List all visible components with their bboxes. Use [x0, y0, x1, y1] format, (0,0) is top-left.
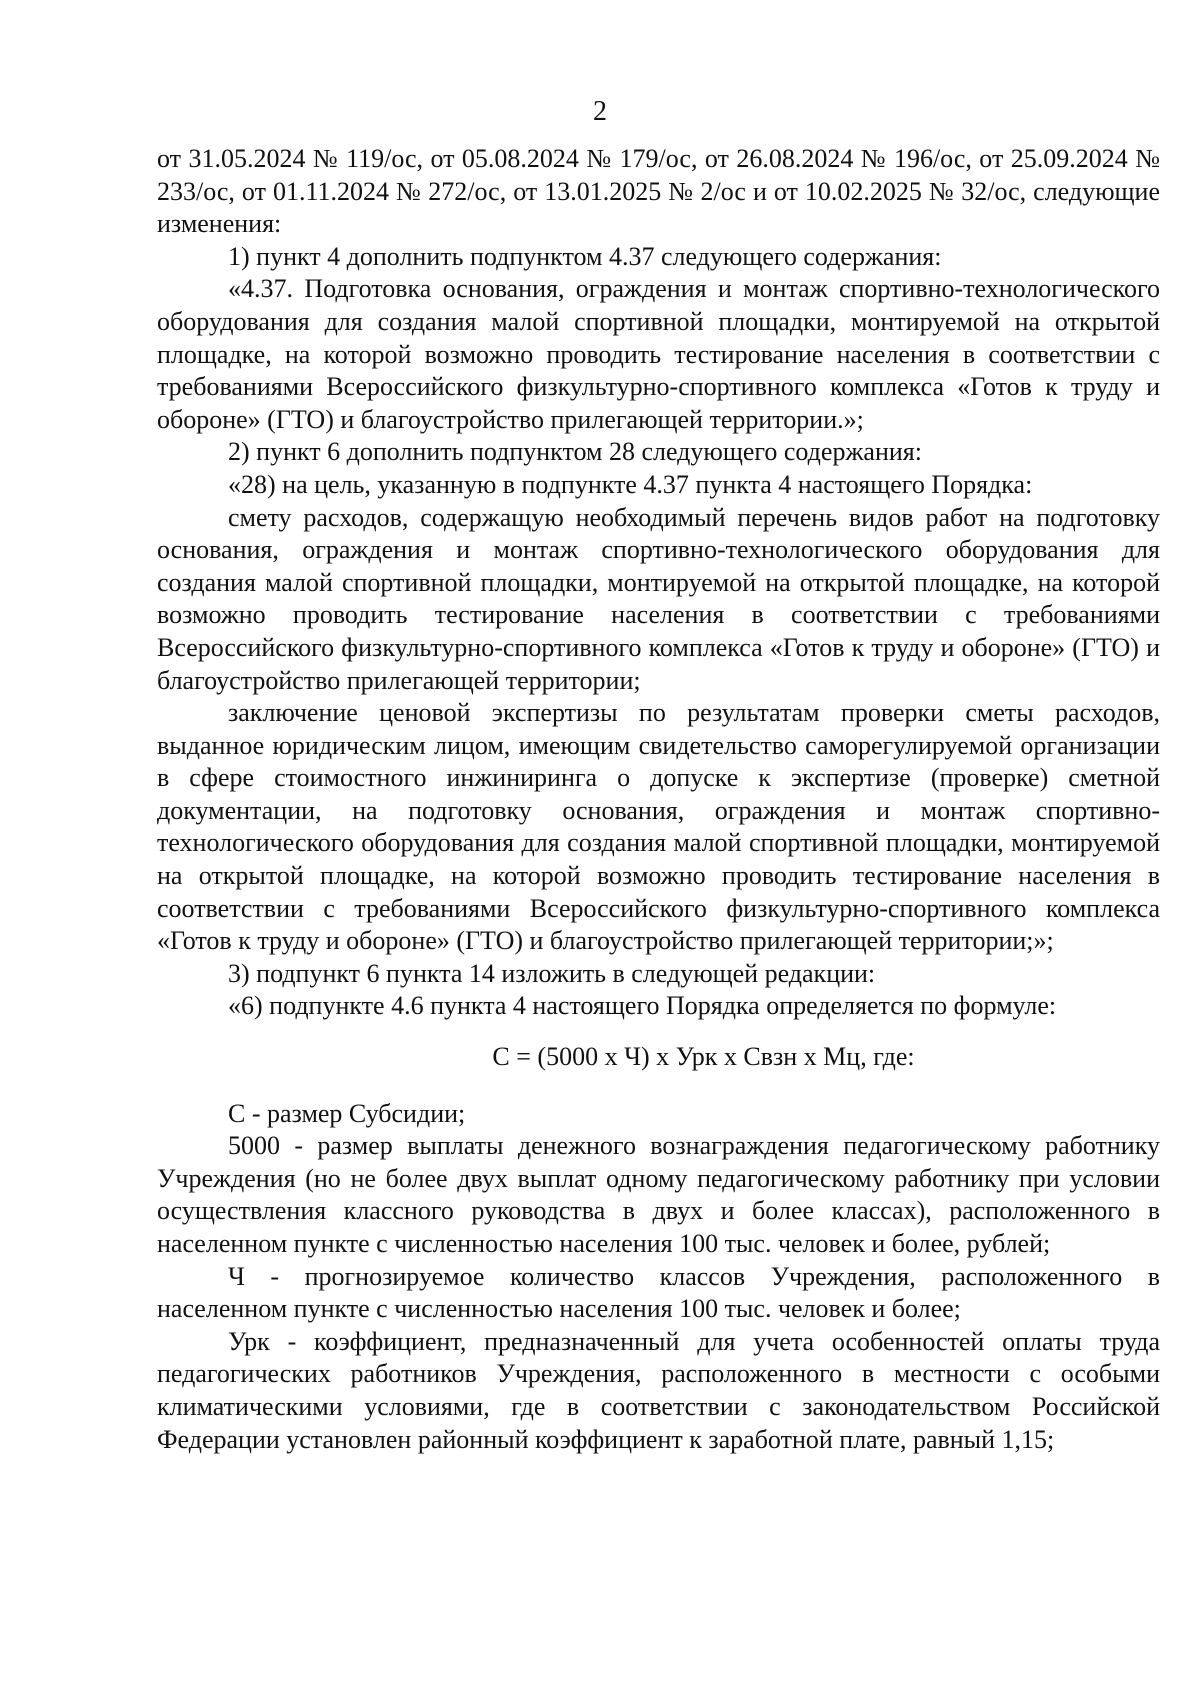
paragraph-item-3: 3) подпункт 6 пункта 14 изложить в следующей редакции:	[228, 958, 876, 988]
page-number: 2	[593, 96, 607, 127]
definition-ch: Ч - прогнозируемое количество классов Учреждения, расположенного в населенном пункте с численностью населения 100 тыс. человек и более;	[157, 1261, 1160, 1324]
paragraph-item-1: 1) пункт 4 дополнить подпунктом 4.37 следующего содержания:	[228, 241, 942, 271]
paragraph-amendments-list: от 31.05.2024 № 119/ос, от 05.08.2024 № 179/ос, от 26.08.2024 № 196/ос, от 25.09.2024 № 233/ос, от 01.11.2024 № 272/ос, от 13.01.2025 № 2/ос и от 10.02.2025 № 32/ос, следующие изменения:	[157, 144, 1160, 239]
formula: С = (5000 х Ч) х Урк х Свзн х Мц, где:	[492, 1042, 915, 1072]
paragraph-cost-estimate: смету расходов, содержащую необходимый перечень видов работ на подготовку основания, ограждения и монтаж спортивно-технологического оборудования для создания малой спортивной площадки, монтируемой на открытой площадке, на которой возможно проводить тестирование населения в соответствии с требованиями Всероссийского физкультурно-спортивного комплекса «Готов к труду и обороне» (ГТО) и благоустройство прилегающей территории;	[157, 502, 1160, 695]
paragraph-item-2: 2) пункт 6 дополнить подпунктом 28 следующего содержания:	[228, 437, 922, 467]
paragraph-subitem-4-37: «4.37. Подготовка основания, ограждения и монтаж спортивно-технологического оборудования для создания малой спортивной площадки, монтируемой на открытой площадке, на которой возможно проводить тестирование населения в соответствии с требованиями Всероссийского физкультурно-спортивного комплекса «Готов к труду и обороне» (ГТО) и благоустройство прилегающей территории.»;	[157, 274, 1160, 434]
definition-c: С - размер Субсидии;	[228, 1098, 466, 1128]
paragraph-subitem-28: «28) на цель, указанную в подпункте 4.37 пункта 4 настоящего Порядка:	[228, 469, 1033, 499]
definition-urk: Урк - коэффициент, предназначенный для учета особенностей оплаты труда педагогических работников Учреждения, расположенного в местности с особыми климатическими условиями, где в соответствии с законодательством Российской Федерации установлен районный коэффициент к заработной плате, равный 1,15;	[157, 1326, 1160, 1454]
definition-5000: 5000 - размер выплаты денежного вознаграждения педагогическому работнику Учреждения (но не более двух выплат одному педагогическому работнику при условии осуществления классного руководства в двух и более классах), расположенного в населенном пункте с численностью населения 100 тыс. человек и более, рублей;	[157, 1131, 1160, 1258]
paragraph-price-expertise: заключение ценовой экспертизы по результатам проверки сметы расходов, выданное юридическим лицом, имеющим свидетельство саморегулируемой организации в сфере стоимостного инжиниринга о допуске к экспертизе (проверке) сметной документации, на подготовку основания, ограждения и монтаж спортивно-технологического оборудования для создания малой спортивной площадки, монтируемой на открытой площадке, на которой возможно проводить тестирование населения в соответствии с требованиями Всероссийского физкультурно-спортивного комплекса «Готов к труду и обороне» (ГТО) и благоустройство прилегающей территории;»;	[157, 698, 1160, 956]
paragraph-formula-intro: «6) подпункте 4.6 пункта 4 настоящего Порядка определяется по формуле:	[228, 991, 1057, 1021]
document-body	[157, 143, 1160, 1456]
